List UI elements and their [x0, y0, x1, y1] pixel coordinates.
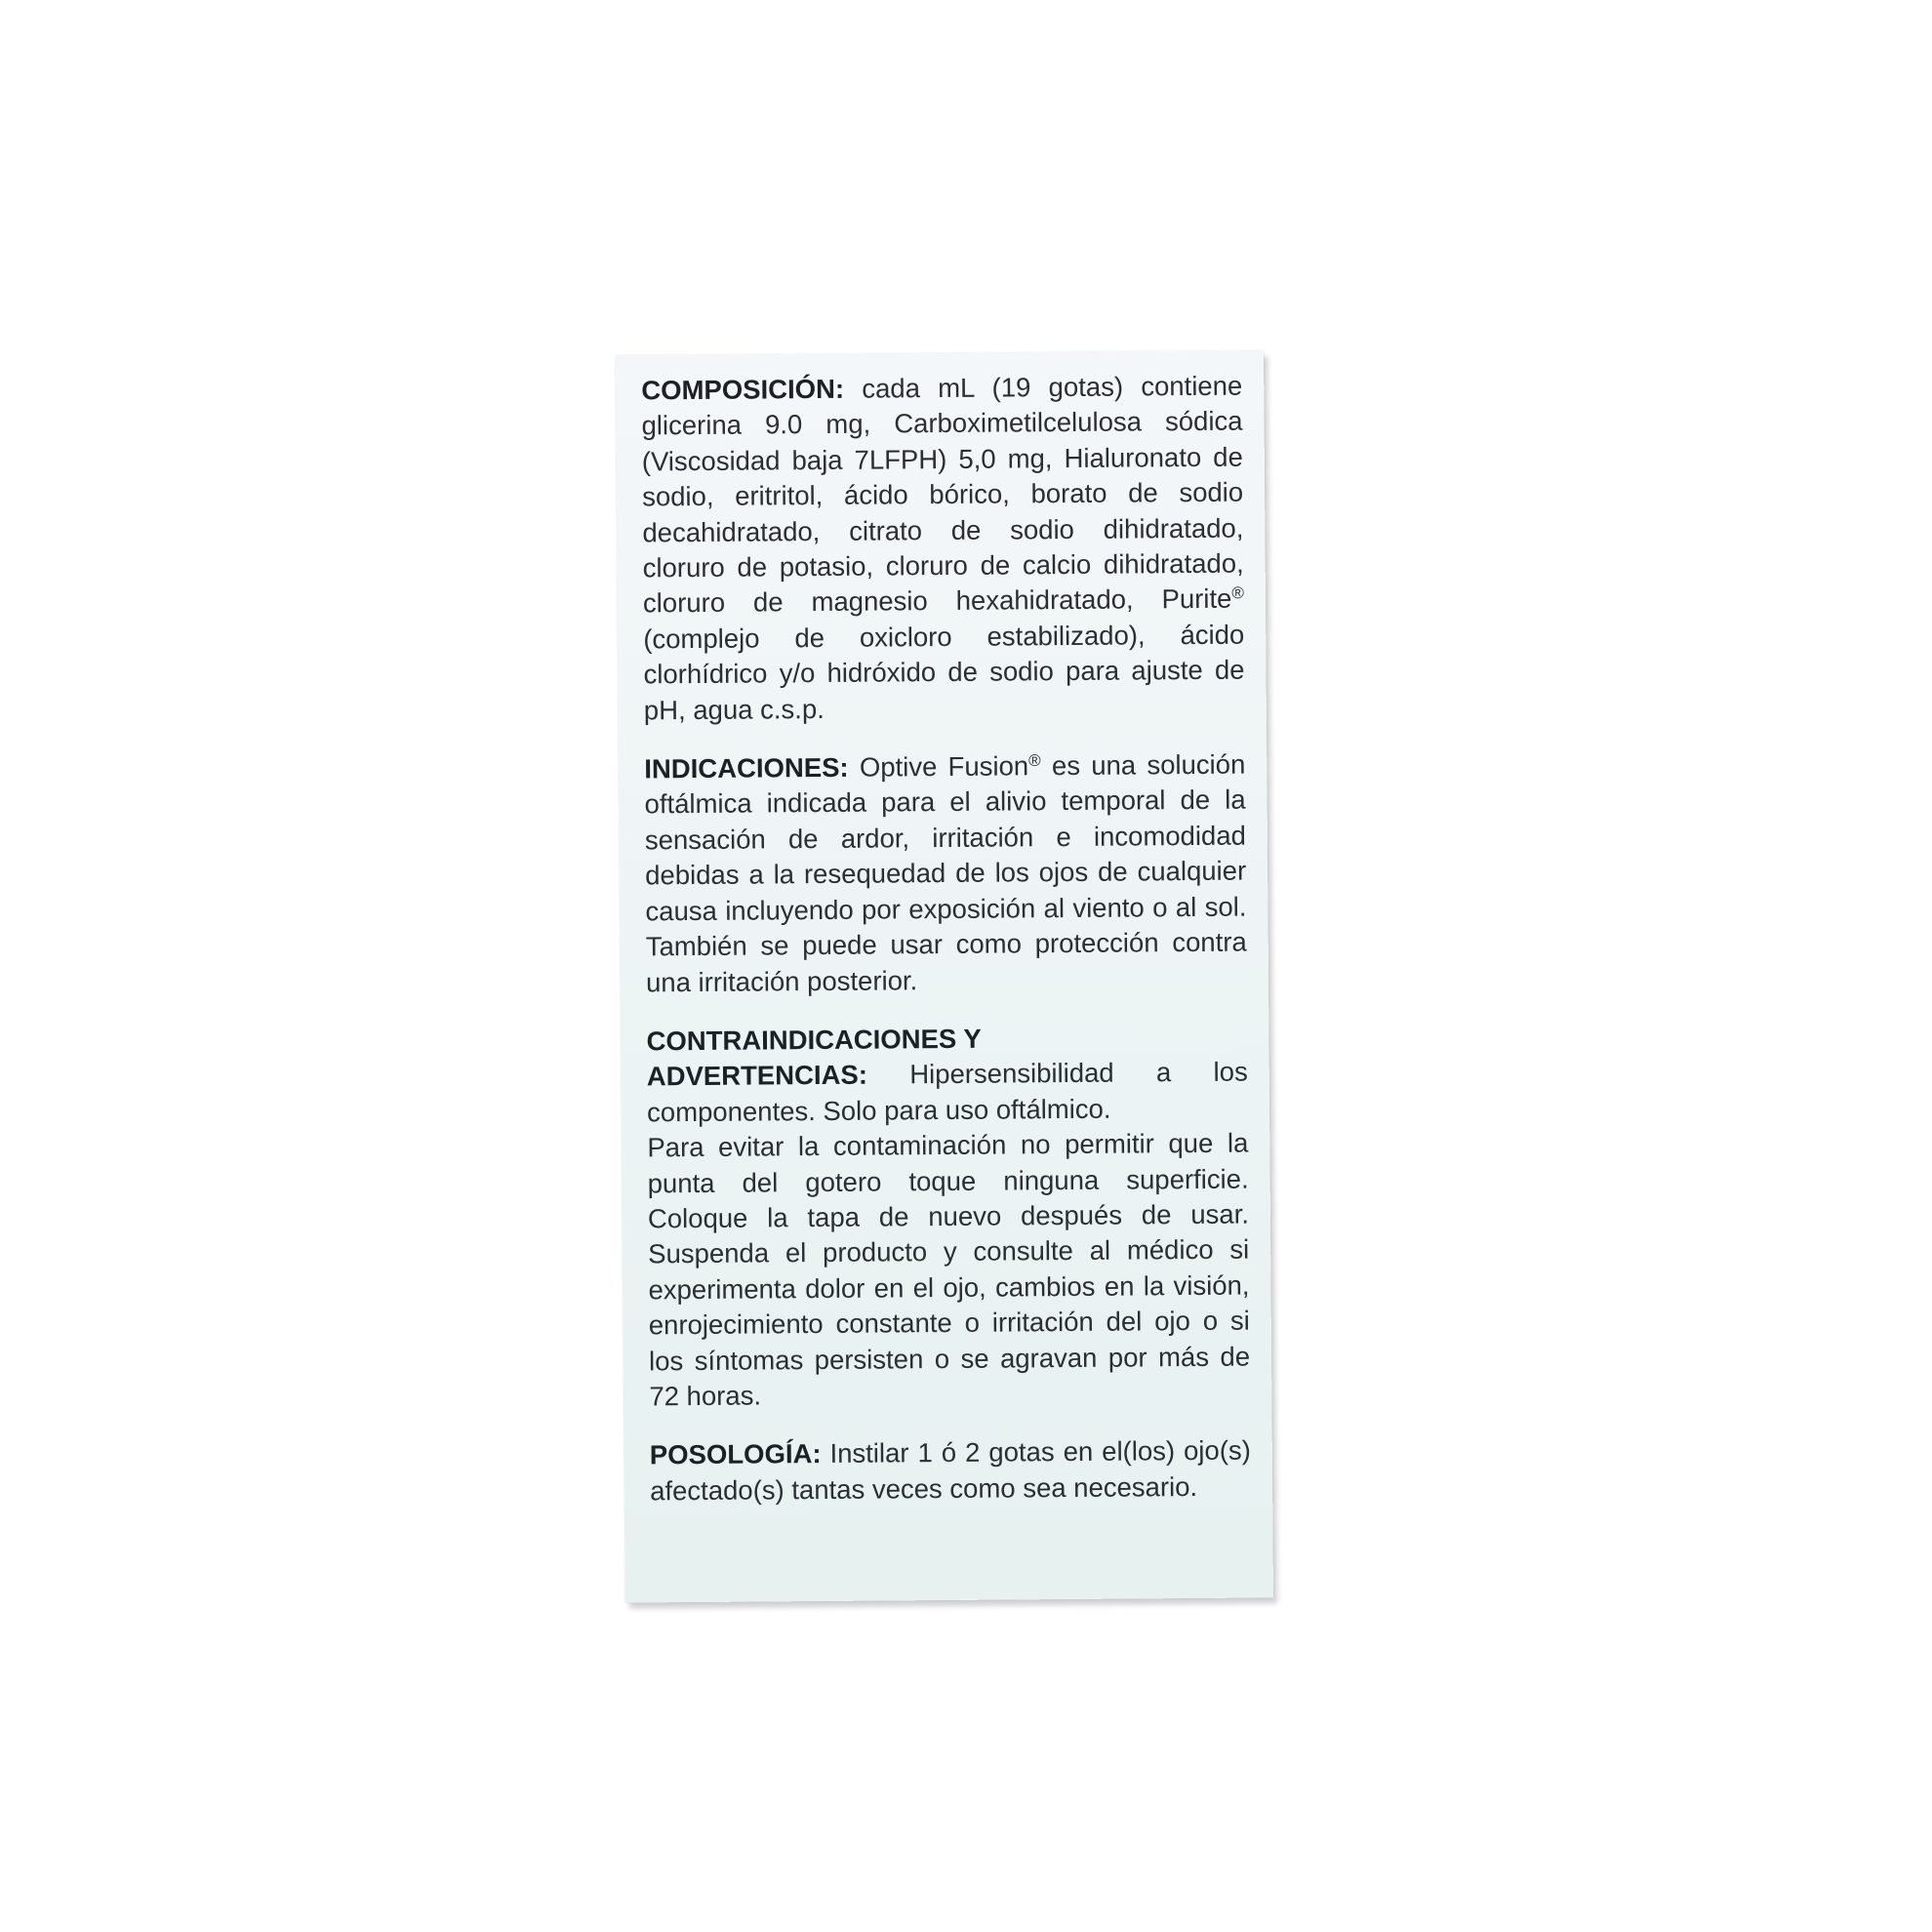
composicion-text: cada mL (19 gotas) contiene glicerina 9.0 mg, Carboximetilcelulosa sódica (Viscosidad baja 7LFPH) 5,0 mg, Hialuronato de sodio, eritritol, ácido bórico, borato de sodio decahidratado, citrato de sodio dihidratado, cloruro de potasio, cloruro de calcio dihidratado, cloruro de magnesio hexahidratado, Purite — [641, 370, 1244, 619]
product-box-side-panel — [616, 350, 1273, 1602]
posologia-section — [650, 1433, 1252, 1509]
indicaciones-section — [644, 747, 1247, 1001]
indicaciones-heading: INDICACIONES: — [644, 751, 849, 785]
registered-trademark-symbol: ® — [1028, 750, 1041, 771]
advertencias-text: Hipersensibilidad a los componentes. Solo para uso oftálmico. — [646, 1056, 1248, 1128]
advertencias-details: Para evitar la contaminación no permitir que la punta del gotero toque ninguna superficie. Coloque la tapa de nuevo después de usar. Suspenda el producto y consulte al médico si experimenta dolor en el ojo, cambios en la visión, enrojecimiento constante o irritación del ojo o si los síntomas persisten o se agravan por más de 72 horas. — [647, 1127, 1251, 1412]
composicion-text-continued: (complejo de oxicloro estabilizado), ácido clorhídrico y/o hidróxido de sodio para ajuste de pH, agua c.s.p. — [643, 619, 1245, 726]
indicaciones-text: es una solución oftálmica indicada para el alivio temporal de la sensación de ardor, irritación e incomodidad debidas a la resequedad de los ojos de cualquier causa incluyendo por exposición al viento o al sol. También se puede usar como protección contra una irritación posterior. — [644, 748, 1247, 997]
contraindicaciones-heading-line-1: CONTRAINDICACIONES Y — [646, 1023, 982, 1057]
indicaciones-product-name: Optive Fusion — [848, 750, 1029, 783]
advertencias-heading: ADVERTENCIAS: — [646, 1059, 868, 1092]
advertencias-paragraph — [647, 1055, 1249, 1131]
registered-trademark-symbol: ® — [1231, 584, 1244, 603]
composicion-heading: COMPOSICIÓN: — [641, 373, 845, 406]
posologia-heading: POSOLOGÍA: — [649, 1438, 822, 1470]
posologia-text: Instilar 1 ó 2 gotas en el(los) ojo(s) afectado(s) tantas veces como sea necesario. — [650, 1434, 1251, 1507]
composicion-section — [641, 369, 1245, 729]
contraindicaciones-section — [646, 1019, 1250, 1414]
leaflet-text — [641, 369, 1251, 1533]
